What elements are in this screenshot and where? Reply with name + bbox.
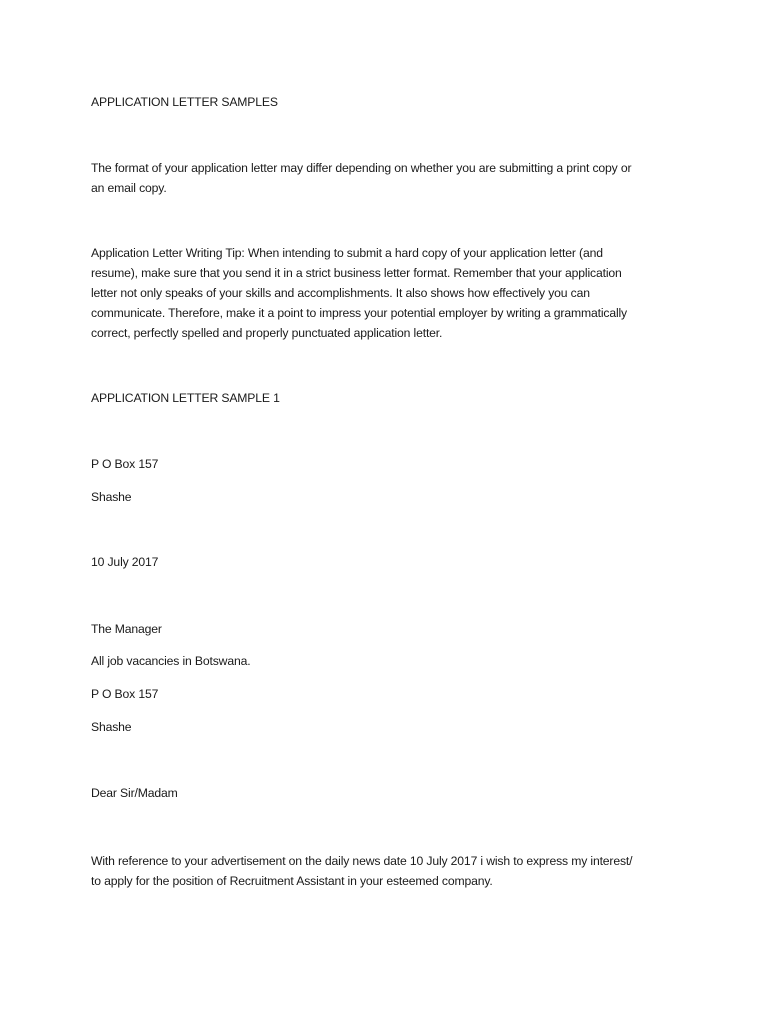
salutation: Dear Sir/Madam	[91, 786, 178, 800]
intro-paragraph: The format of your application letter may differ depending on whether you are submitting a print copy or an email copy.	[91, 161, 632, 195]
sender-address-line: P O Box 157	[91, 457, 159, 471]
recipient-town: Shashe	[91, 720, 132, 734]
recipient-address-line: P O Box 157	[91, 687, 159, 701]
letter-date: 10 July 2017	[91, 555, 159, 569]
recipient-organization: All job vacancies in Botswana.	[91, 654, 251, 668]
sample-heading: APPLICATION LETTER SAMPLE 1	[91, 391, 280, 405]
document-heading: APPLICATION LETTER SAMPLES	[91, 95, 278, 109]
writing-tip-paragraph: Application Letter Writing Tip: When intending to submit a hard copy of your application letter (and resume), make sure that you send it in a strict business letter format. Remember that your application letter not only speaks of your skills and accomplishments. It also shows how effectively you can communicate. Therefore, make it a point to impress your potential employer by writing a grammatically correct, perfectly spelled and properly punctuated application letter.	[91, 246, 628, 340]
recipient-title: The Manager	[91, 622, 162, 636]
opening-paragraph: With reference to your advertisement on the daily news date 10 July 2017 i wish to express my interest/ to apply for the position of Recruitment Assistant in your esteemed company.	[91, 854, 633, 888]
sender-town: Shashe	[91, 490, 132, 504]
